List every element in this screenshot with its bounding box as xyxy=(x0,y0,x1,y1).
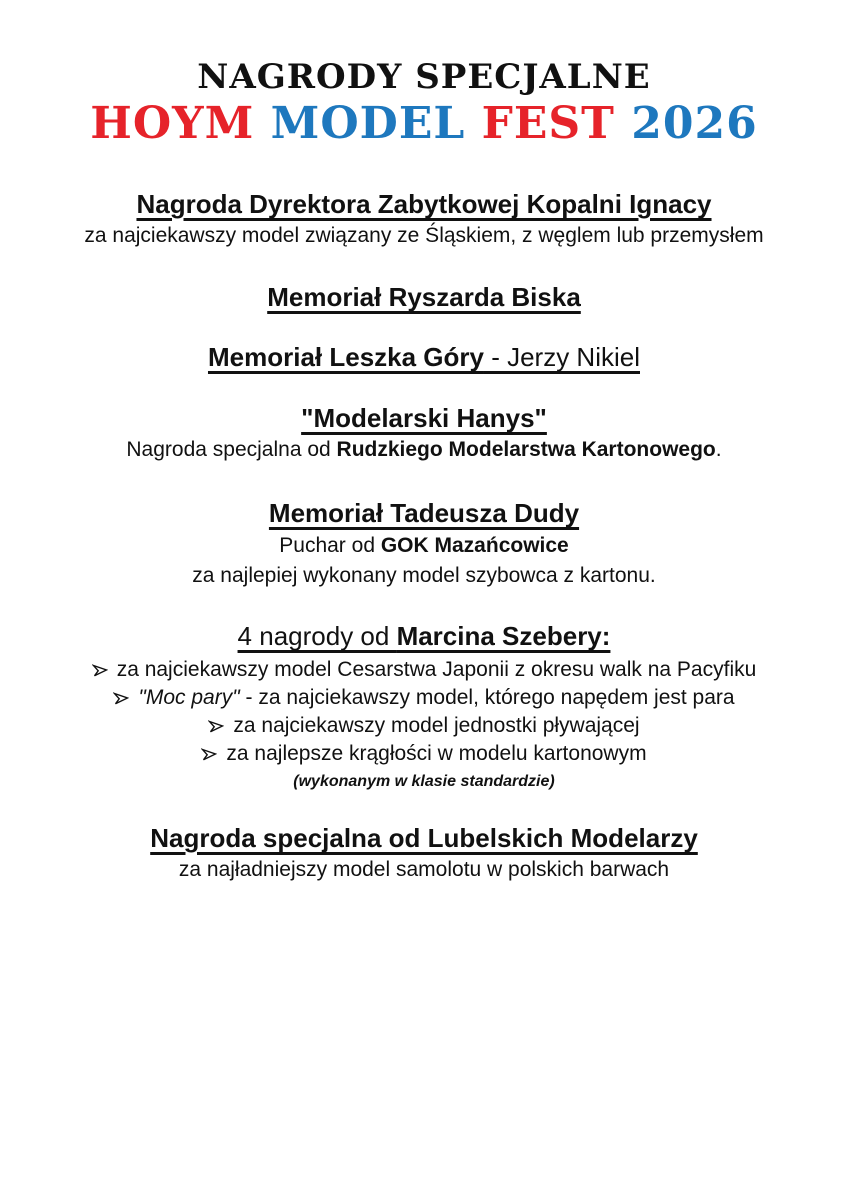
bullet-text: za najciekawszy model Cesarstwa Japonii z okresu walk na Pacyfiku xyxy=(116,658,757,681)
bullet-item xyxy=(0,712,848,740)
section-subtitle xyxy=(0,437,848,463)
bullet-text: za najciekawszy model jednostki pływającej xyxy=(233,714,640,737)
section-heading: Nagroda specjalna od Lubelskich Modelarzy xyxy=(150,823,698,853)
award-bullet-list xyxy=(0,656,848,768)
subtitle-tail: . xyxy=(715,438,722,461)
section-heading: Memoriał Tadeusza Dudy xyxy=(268,498,580,528)
bullet-item xyxy=(0,740,848,768)
bullet-item xyxy=(0,684,848,712)
line2-regular-part: Puchar od xyxy=(279,534,381,557)
heading-bold-part: Marcina Szebery: xyxy=(396,621,611,651)
event-title-word-model: MODEL xyxy=(270,98,482,149)
section-heading: Memoriał Ryszarda Biska xyxy=(267,282,581,312)
heading-bold-part: Memoriał Leszka Góry xyxy=(207,342,484,372)
heading-regular-part: - Jerzy Nikiel xyxy=(483,342,640,372)
heading-regular-part: 4 nagrody od xyxy=(237,621,397,651)
subtitle-bold-part: Rudzkiego Modelarstwa Kartonowego xyxy=(336,438,716,461)
event-title-word-hoym: HOYM xyxy=(90,98,271,149)
section-line3: za najlepiej wykonany model szybowca z kartonu. xyxy=(192,564,656,587)
section-memorial-gory xyxy=(0,341,848,373)
bullet-item xyxy=(0,656,848,684)
bullet-italic-prefix: "Moc pary" xyxy=(138,686,240,709)
section-heading: Nagroda Dyrektora Zabytkowej Kopalni Ignacy xyxy=(136,189,712,219)
section-heading: "Modelarski Hanys" xyxy=(301,403,547,433)
section-nagrody-szebery xyxy=(0,620,848,792)
arrow-bullet-icon xyxy=(208,713,224,741)
section-heading xyxy=(0,341,848,373)
section-nagroda-dyrektora xyxy=(0,188,848,249)
bullet-text: - za najciekawszy model, którego napędem jest para xyxy=(239,686,735,709)
section-memorial-dudy xyxy=(0,497,848,589)
subtitle-regular-part: Nagroda specjalna od xyxy=(126,438,337,461)
section-line2 xyxy=(0,533,848,559)
event-title-word-fest: FEST xyxy=(481,98,632,149)
section-lubelscy-modelarze xyxy=(0,822,848,883)
section-modelarski-hanys xyxy=(0,402,848,463)
bullet-note: (wykonanym w klasie standardzie) xyxy=(293,773,555,790)
bullet-text: za najlepsze krągłości w modelu kartonowym xyxy=(226,742,647,765)
section-memorial-biska xyxy=(0,281,848,313)
section-subtitle: za najładniejszy model samolotu w polskich barwach xyxy=(178,858,670,881)
event-title-word-year: 2026 xyxy=(631,98,758,149)
section-subtitle: za najciekawszy model związany ze Śląskiem, z węglem lub przemysłem xyxy=(84,224,764,247)
page-title: NAGRODY SPECJALNE xyxy=(197,57,651,97)
section-heading xyxy=(0,620,848,652)
event-title xyxy=(0,98,848,150)
arrow-bullet-icon xyxy=(113,685,129,713)
line2-bold-part: GOK Mazańcowice xyxy=(380,534,569,557)
arrow-bullet-icon xyxy=(92,657,108,685)
arrow-bullet-icon xyxy=(201,741,217,769)
